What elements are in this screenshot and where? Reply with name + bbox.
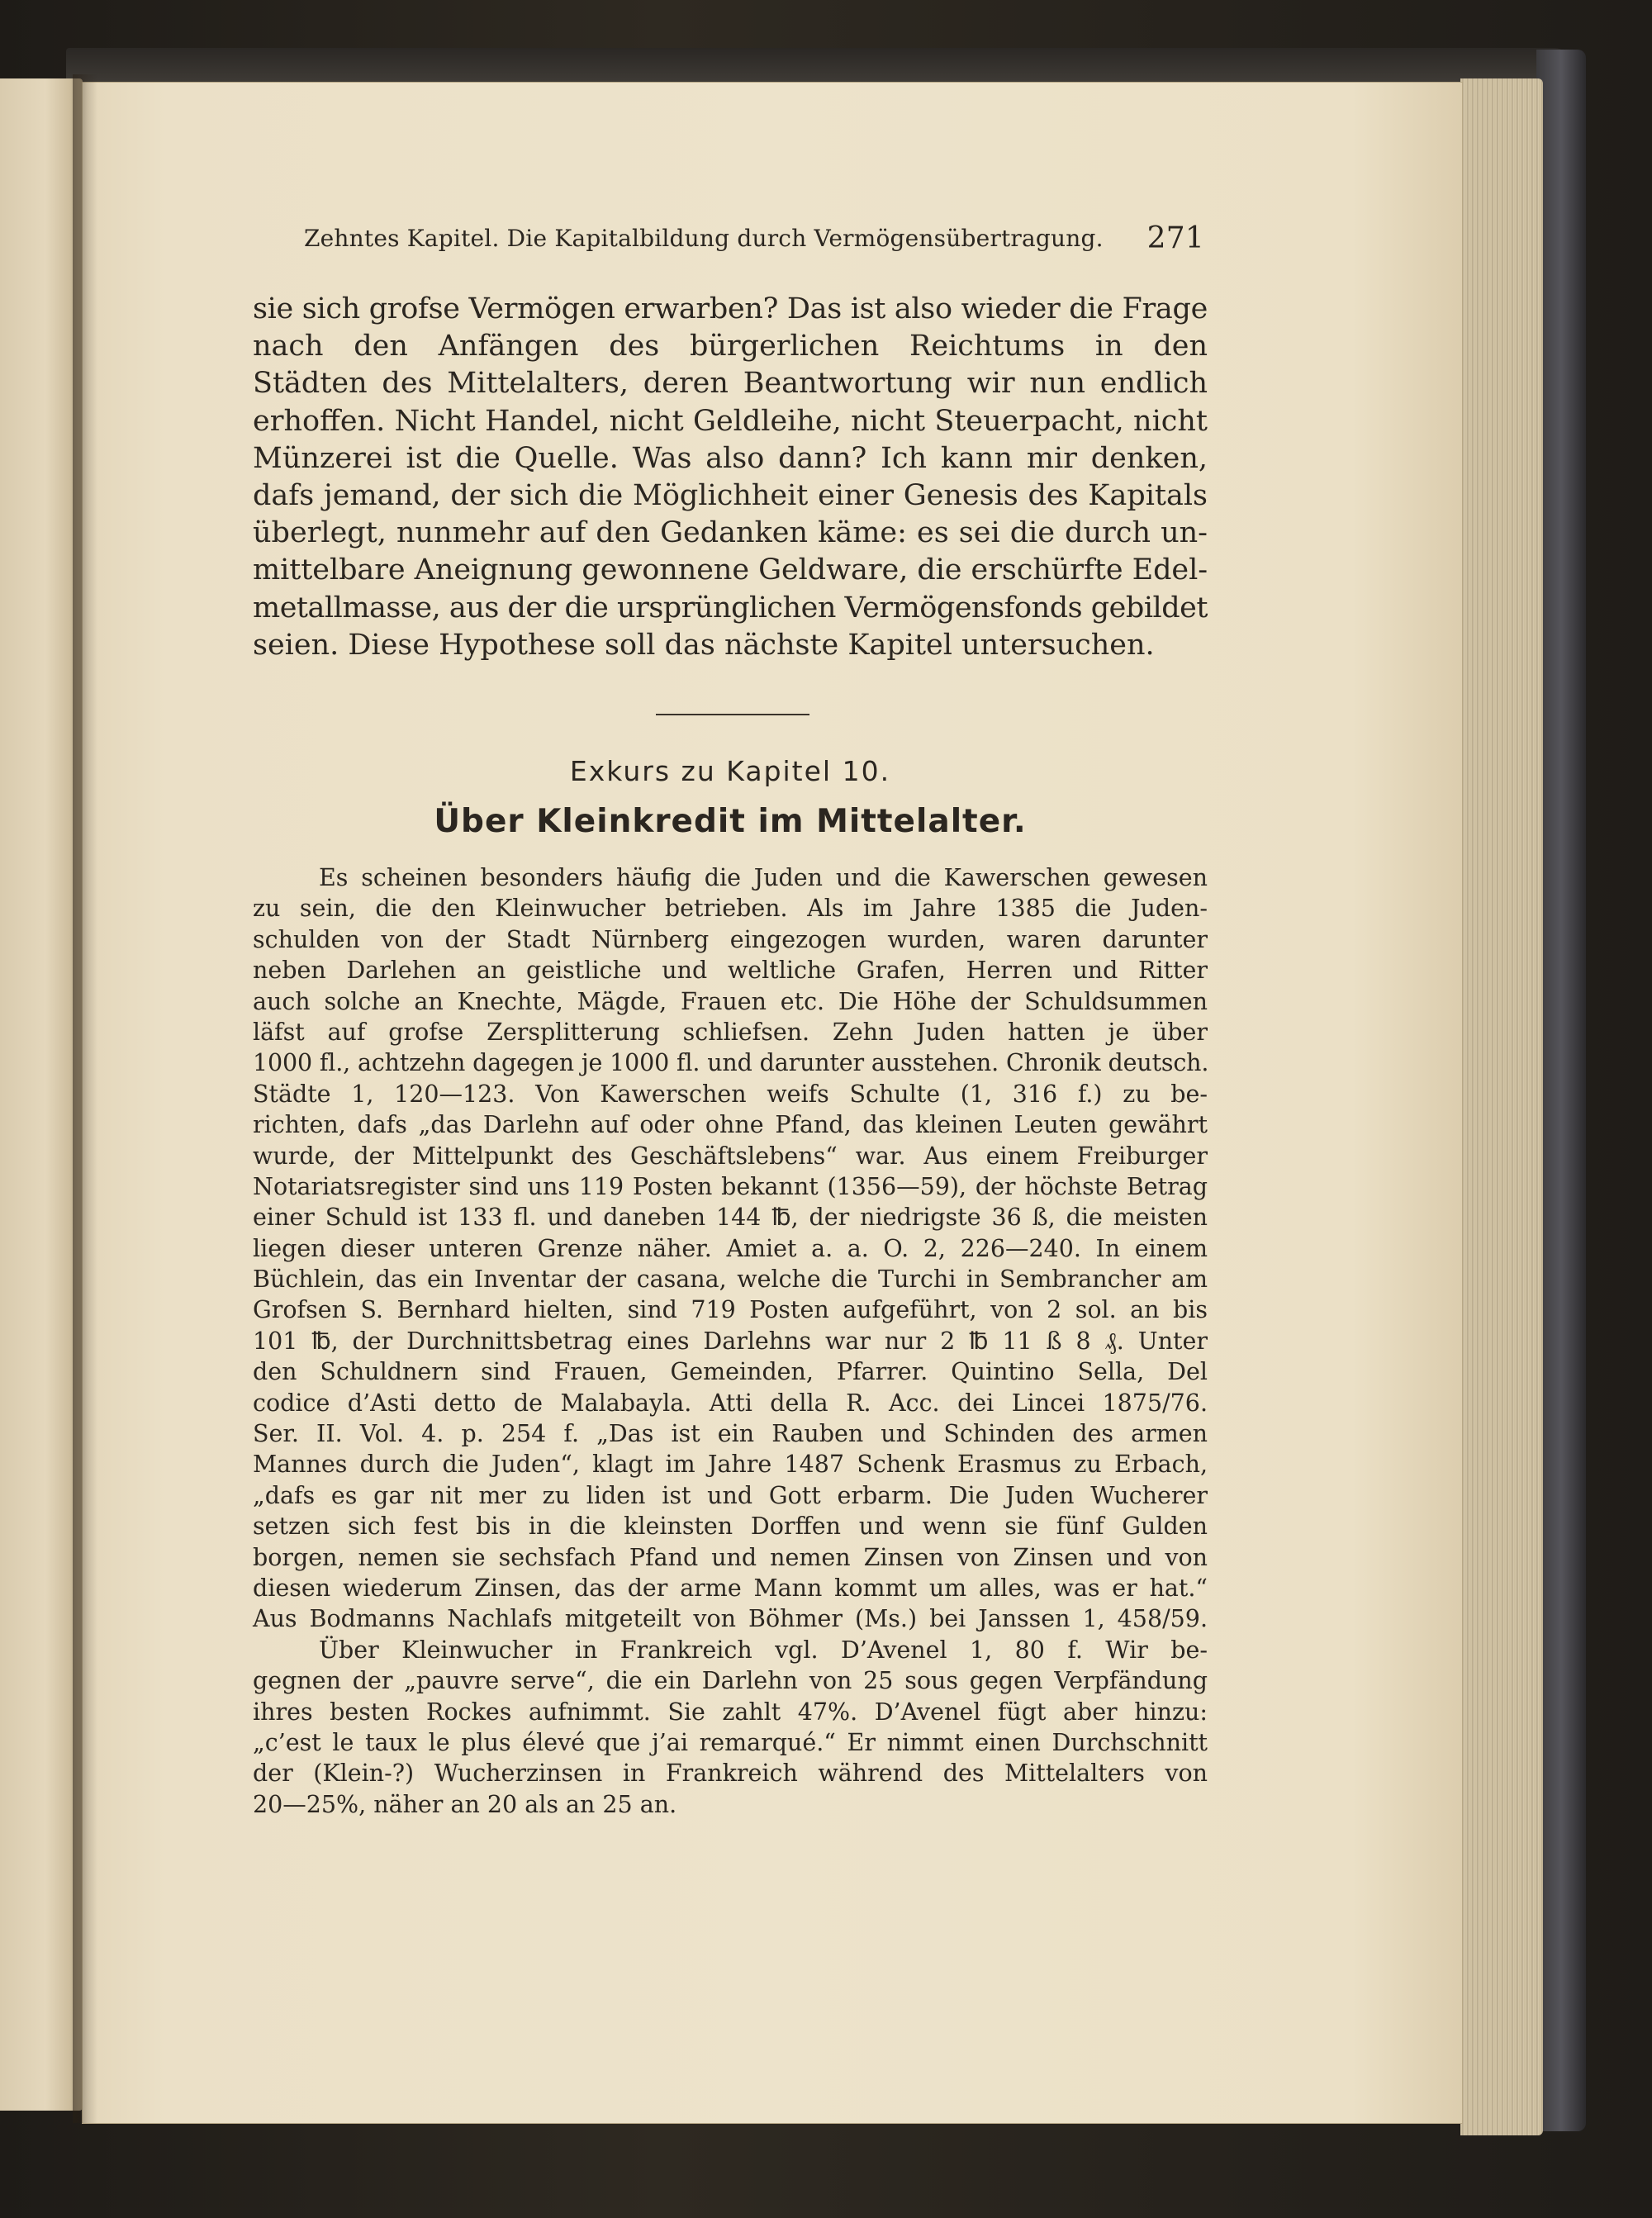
section-heading: Über Kleinkredit im Mittelalter. (434, 803, 1027, 840)
text-line: nach den Anfängen des bürgerlichen Reichtums in den (253, 330, 1208, 363)
page-edges (1460, 78, 1543, 2135)
text-line: liegen dieser unteren Grenze näher. Amiet a. a. O. 2, 226—240. In einem (253, 1234, 1208, 1262)
text-line: Grofsen S. Bernhard hielten, sind 719 Posten aufgeführt, von 2 sol. an bis (253, 1296, 1208, 1324)
text-line: 20—25%, näher an 20 als an 25 an. (253, 1790, 677, 1818)
text-line: schulden von der Stadt Nürnberg eingezogen wurden, waren darunter (253, 925, 1208, 953)
text-line: Büchlein, das ein Inventar der casana, welche die Turchi in Sembrancher am (253, 1266, 1208, 1294)
text-line: metallmasse, aus der die ursprünglichen Vermögensfonds gebildet (253, 591, 1208, 625)
text-line: codice d’Asti detto de Malabayla. Atti della R. Acc. dei Lincei 1875/76. (253, 1389, 1208, 1417)
text-line: zu sein, die den Kleinwucher betrieben. Als im Jahre 1385 die Juden- (253, 895, 1208, 923)
text-line: seien. Diese Hypothese soll das nächste Kapitel untersuchen. (253, 628, 1155, 662)
text-line: Über Kleinwucher in Frankreich vgl. D’Avenel 1, 80 f. Wir be- (319, 1636, 1208, 1664)
excursus-text (253, 862, 1208, 1820)
text-line: 1000 fl., achtzehn dagegen je 1000 fl. und darunter ausstehen. Chronik deutsch. (253, 1049, 1209, 1077)
text-line: setzen sich fest bis in die kleinsten Dorffen und wenn sie fünf Gulden (253, 1513, 1208, 1541)
text-line: Münzerei ist die Quelle. Was also dann? Ich kann mir denken, (253, 441, 1208, 475)
previous-page-edge (0, 78, 83, 2111)
text-line: Städte 1, 120—123. Von Kawerschen weifs Schulte (1, 316 f.) zu be- (253, 1080, 1208, 1108)
text-line: dafs jemand, der sich die Möglichheit einer Genesis des Kapitals (253, 478, 1208, 512)
text-line: wurde, der Mittelpunkt des Geschäftslebens“ war. Aus einem Freiburger (253, 1142, 1208, 1170)
running-head-title: Zehntes Kapitel. Die Kapitalbildung durch Vermögensübertragung. (304, 225, 1104, 252)
text-line: einer Schuld ist 133 fl. und daneben 144 ℔, der niedrigste 36 ß, die meisten (253, 1204, 1208, 1232)
text-line: sie sich grofse Vermögen erwarben? Das ist also wieder die Frage (253, 292, 1208, 325)
book-cover-top (66, 48, 1569, 84)
text-line: Aus Bodmanns Nachlafs mitgeteilt von Böhmer (Ms.) bei Janssen 1, 458/59. (253, 1605, 1208, 1633)
text-line: überlegt, nunmehr auf den Gedanken käme: es sei die durch un- (253, 516, 1208, 550)
exkurs-heading: Exkurs zu Kapitel 10. (569, 755, 891, 787)
text-line: Mannes durch die Juden“, klagt im Jahre 1487 Schenk Erasmus zu Erbach, (253, 1451, 1208, 1479)
text-line: richten, dafs „das Darlehn auf oder ohne Pfand, das kleinen Leuten gewährt (253, 1111, 1208, 1139)
text-line: gegnen der „pauvre serve“, die ein Darlehn von 25 sous gegen Verpfändung (253, 1667, 1208, 1695)
text-line: borgen, nemen sie sechsfach Pfand und nemen Zinsen von Zinsen und von (253, 1543, 1208, 1571)
text-line: neben Darlehen an geistliche und weltliche Grafen, Herren und Ritter (253, 957, 1208, 985)
text-line: mittelbare Aneignung gewonnene Geldware, die erschürfte Edel- (253, 553, 1208, 587)
text-line: „c’est le taux le plus élevé que j’ai remarqué.“ Er nimmt einen Durchschnitt (253, 1728, 1208, 1756)
page-gutter-shadow (73, 74, 97, 2123)
text-line: läfst auf grofse Zersplitterung schliefsen. Zehn Juden hatten je über (253, 1018, 1208, 1046)
text-line: Notariatsregister sind uns 119 Posten bekannt (1356—59), der höchste Betrag (253, 1172, 1208, 1200)
text-line: Städten des Mittelalters, deren Beantwortung wir nun endlich (253, 367, 1208, 401)
text-line: diesen wiederum Zinsen, das der arme Mann kommt um alles, was er hat.“ (253, 1574, 1208, 1602)
text-line: 101 ℔, der Durchnittsbetrag eines Darlehns war nur 2 ℔ 11 ß 8 ₰. Unter (253, 1327, 1208, 1355)
text-line: der (Klein-?) Wucherzinsen in Frankreich während des Mittelalters von (253, 1760, 1208, 1788)
text-line: Es scheinen besonders häufig die Juden und die Kawerschen gewesen (319, 864, 1208, 891)
text-line: erhoffen. Nicht Handel, nicht Geldleihe, nicht Steuerpacht, nicht (253, 404, 1208, 438)
text-line: Ser. II. Vol. 4. p. 254 f. „Das ist ein Rauben und Schinden des armen (253, 1420, 1208, 1448)
section-divider (656, 714, 809, 715)
running-head (304, 221, 1204, 255)
page-number: 271 (1146, 221, 1204, 255)
text-line: ihres besten Rockes aufnimmt. Sie zahlt 47%. D’Avenel fügt aber hinzu: (253, 1698, 1208, 1726)
text-line: den Schuldnern sind Frauen, Gemeinden, Pfarrer. Quintino Sella, Del (253, 1358, 1208, 1386)
paragraph-main (253, 291, 1208, 664)
book-cover-right (1536, 50, 1586, 2131)
text-line: auch solche an Knechte, Mägde, Frauen etc. Die Höhe der Schuldsummen (253, 987, 1208, 1015)
text-line: „dafs es gar nit mer zu liden ist und Gott erbarm. Die Juden Wucherer (253, 1481, 1208, 1509)
